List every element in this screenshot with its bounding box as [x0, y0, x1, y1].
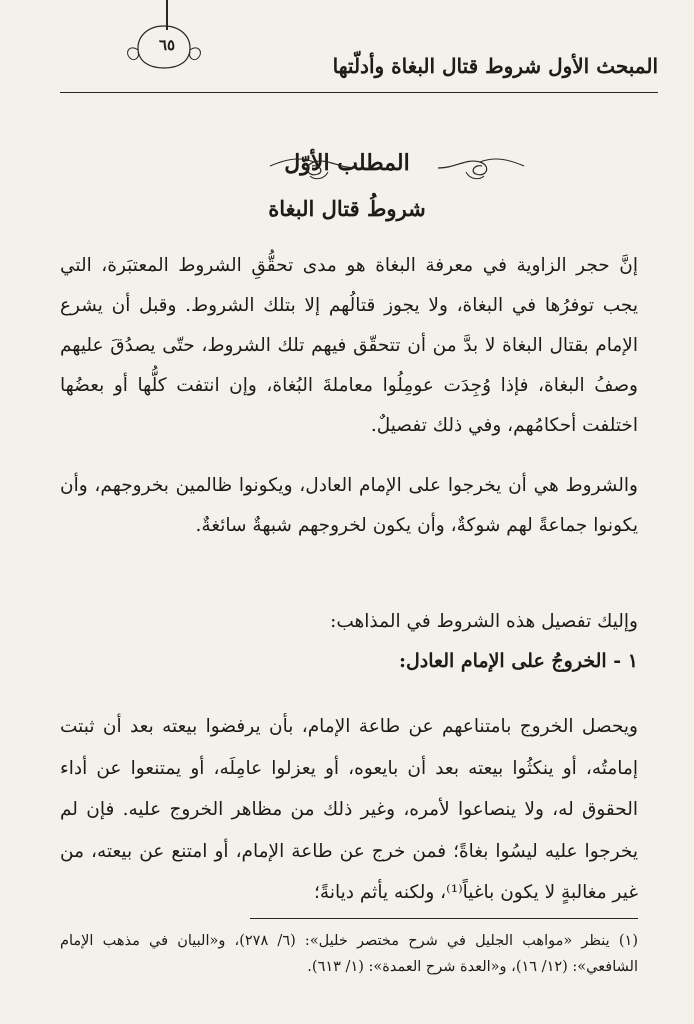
paragraph-2: والشروط هي أن يخرجوا على الإمام العادل، ويكونوا ظالمين بخروجهم، وأن يكونوا جماعةً لهم شوكةٌ، وأن يكون لخروجهم شبهةٌ سائغةٌ. — [60, 475, 638, 536]
footnote: (١) ينظر «مواهب الجليل في شرح مختصر خليل»: (٦/ ٢٧٨)، و«البيان في مذهب الإمام الشافعي»: (١٢/ ١٦)، و«العدة شرح العمدة»: (١/ ٦١٣). — [60, 933, 638, 975]
paragraph-1: إنَّ حجر الزاوية في معرفة البغاة هو مدى تحقُّقِ الشروط المعتبَرة، التي يجب توفرُها في البغاة، ولا يجوز قتالُهم إلا بتلك الشروط. وقبل أن يشرع الإمام بقتال البغاة لا بدَّ من أن تتحقّق فيهم تلك الشروط، حتّى يصدُقَ عليهم وصفُ البغاة، فإذا وُجِدَت عومِلُوا معاملةَ البُغاة، وإن انتفت كلُّها أو بعضُها اختلفت أحكامُهم، وفي ذلك تفصيلٌ. — [60, 255, 638, 436]
paragraph-4: ويحصل الخروج بامتناعهم عن طاعة الإمام، بأن يرفضوا بيعته بعد أن ثبتت إمامتُه، أو ينكثُوا بيعته بعد أن بايعوه، أو يعزلوا عامِلَه، أو يمتنعوا عن أداء الحقوق له، ولا ينصاعوا لأمره، وغير ذلك من مظاهر الخروج عليه. فإن لم يخرجوا عليه ليسُوا بغاةً؛ فمن خرج عن طاعة الإمام، أو امتنع عن بيعته، من غير مغالبةٍ لا يكون باغياً⁽¹⁾، ولكنه يأثم ديانةً؛ — [60, 716, 638, 903]
paragraph-3: وإليك تفصيل هذه الشروط في المذاهب: — [330, 611, 638, 632]
page-number: ٦٥ — [158, 36, 176, 54]
numbered-heading: ١ - الخروجُ على الإمام العادل: — [398, 650, 638, 672]
footnote-separator — [250, 918, 638, 919]
running-head: المبحث الأول شروط قتال البغاة وأدلّتها — [332, 54, 658, 78]
title-flourish-left — [268, 150, 358, 184]
section-subtitle: شروطُ قتال البغاة — [268, 196, 426, 221]
section-title: المطلب الأوّل — [284, 150, 410, 176]
